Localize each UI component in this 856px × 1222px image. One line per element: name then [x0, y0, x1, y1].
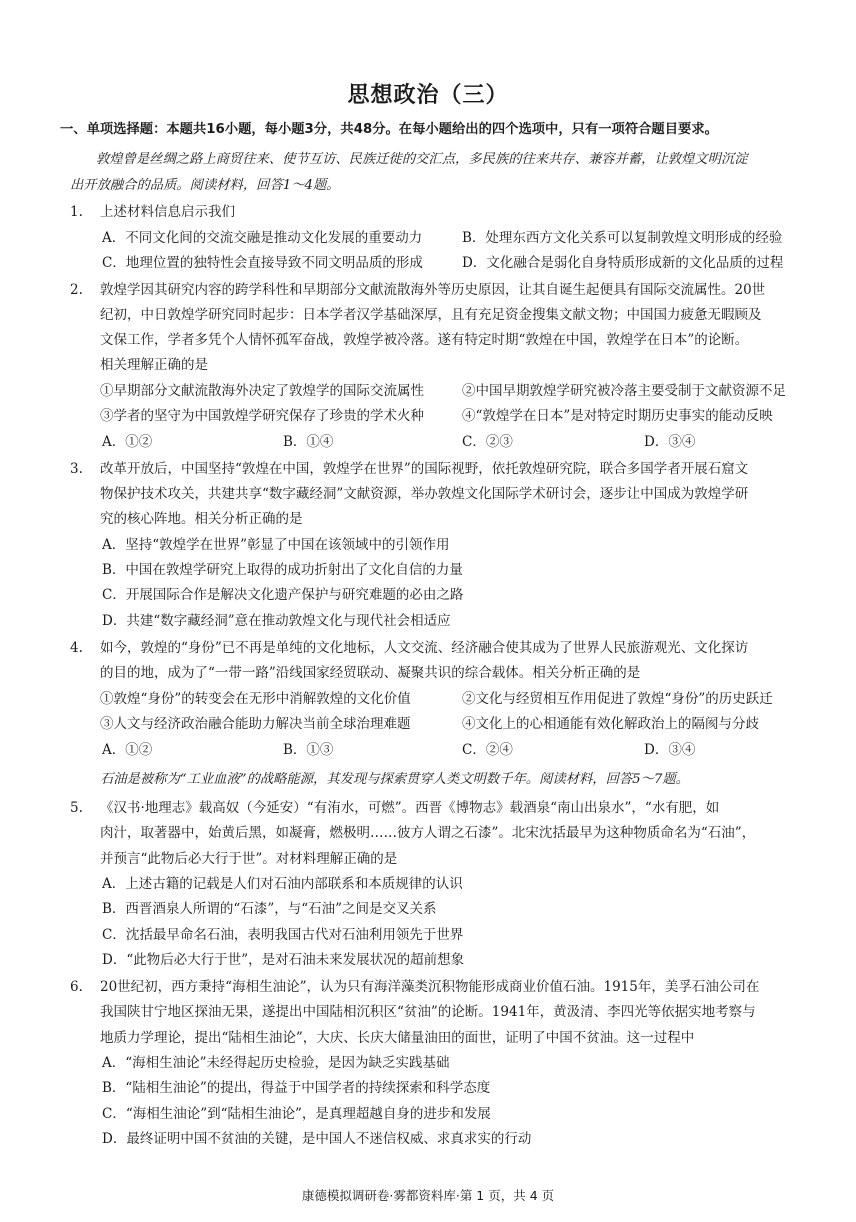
- statement-4: ④文化上的心相通能有效化解政治上的隔阂与分歧: [462, 716, 759, 732]
- question-stem: 纪初，中日敦煌学研究同时起步：日本学者汉学基础深厚，且有充足资金搜集文献文物；中国国力疲惫无暇顾及: [100, 307, 762, 323]
- question-number: 4.: [70, 640, 83, 656]
- option-b: B．①④: [283, 434, 334, 450]
- option-d: D．共建“数字藏经洞”意在推动敦煌文化与现代社会相适应: [102, 613, 451, 629]
- statement-1: ①早期部分文献流散海外决定了敦煌学的国际交流属性: [100, 383, 424, 399]
- option-b: B．西晋酒泉人所谓的“石漆”，与“石油”之间是交叉关系: [102, 901, 437, 917]
- option-a: A．不同文化间的交流交融是推动文化发展的重要动力: [102, 230, 423, 246]
- statement-3: ③学者的坚守为中国敦煌学研究保存了珍贵的学术火种: [100, 408, 424, 424]
- intro-text: 敦煌曾是丝绸之路上商贸往来、使节互访、民族迁徙的交汇点，多民族的往来共存、兼容并蓄，让敦煌文明沉淀: [96, 152, 748, 167]
- question-stem: 改革开放后，中国坚持“敦煌在中国，敦煌学在世界”的国际视野，依托敦煌研究院，联合多国学者开展石窟文: [100, 461, 749, 477]
- option-b: B．“陆相生油论”的提出，得益于中国学者的持续探索和科学态度: [102, 1080, 491, 1096]
- question-stem: 地质力学理论，提出“陆相生油论”，大庆、长庆大储量油田的面世，证明了中国不贫油。这一过程中: [100, 1030, 695, 1046]
- option-d: D．③④: [644, 742, 696, 758]
- option-c: C．开展国际合作是解决文化遗产保护与研究难题的必由之路: [102, 587, 464, 603]
- option-d: D．文化融合是弱化自身特质形成新的文化品质的过程: [462, 255, 784, 271]
- intro-text: 石油是被称为“工业血液”的战略能源，其发现与探索贯穿人类文明数千年。阅读材料，回答5～7题。: [100, 772, 689, 787]
- option-b: B．处理东西方文化关系可以复制敦煌文明形成的经验: [462, 230, 783, 246]
- question-number: 6.: [70, 979, 83, 995]
- statement-2: ②文化与经贸相互作用促进了敦煌“身份”的历史跃迁: [462, 691, 773, 707]
- statement-2: ②中国早期敦煌学研究被冷落主要受制于文献资源不足: [462, 383, 786, 399]
- question-stem: 20世纪初，西方秉持“海相生油论”，认为只有海洋藻类沉积物能形成商业价值石油。1915年，美孚石油公司在: [100, 979, 760, 995]
- question-stem: 物保护技术攻关，共建共享“数字藏经洞”文献资源，举办敦煌文化国际学术研讨会，逐步让中国成为敦煌学研: [100, 486, 749, 502]
- intro-text: 出开放融合的品质。阅读材料，回答1～4题。: [70, 178, 340, 193]
- option-c: C．②③: [462, 434, 513, 450]
- question-stem: 肉汁，取著器中，始黄后黑，如凝膏，燃极明……彼方人谓之石漆”。北宋沈括最早为这种物质命名为“石油”，: [100, 825, 756, 841]
- option-a: A．坚持“敦煌学在世界”彰显了中国在该领域中的引领作用: [102, 537, 450, 553]
- question-number: 2.: [70, 282, 83, 298]
- option-b: B．中国在敦煌学研究上取得的成功折射出了文化自信的力量: [102, 562, 463, 578]
- page-title: 思想政治（三）: [347, 83, 509, 108]
- option-a: A．上述古籍的记载是人们对石油内部联系和本质规律的认识: [102, 876, 463, 892]
- option-d: D．最终证明中国不贫油的关键，是中国人不迷信权威、求真求实的行动: [102, 1131, 532, 1147]
- question-stem: 上述材料信息启示我们: [100, 204, 235, 220]
- question-stem: 文保工作，学者多凭个人情怀孤军奋战，敦煌学被冷落。遂有特定时期“敦煌在中国，敦煌学在日本”的论断。: [100, 332, 749, 348]
- question-stem: 究的核心阵地。相关分析正确的是: [100, 511, 303, 527]
- question-stem: 的目的地，成为了“一带一路”沿线国家经贸联动、凝聚共识的综合载体。相关分析正确的是: [100, 665, 641, 681]
- option-c: C．地理位置的独特性会直接导致不同文明品质的形成: [102, 255, 423, 271]
- question-number: 1.: [70, 204, 83, 220]
- statement-1: ①敦煌“身份”的转变会在无形中消解敦煌的文化价值: [100, 691, 411, 707]
- question-stem: 我国陕甘宁地区探油无果，遂提出中国陆相沉积区“贫油”的论断。1941年，黄汲清、李四光等依据实地考察与: [100, 1004, 756, 1020]
- question-stem: 如今，敦煌的“身份”已不再是单纯的文化地标，人文交流、经济融合使其成为了世界人民旅游观光、文化探访: [100, 640, 749, 656]
- statement-4: ④“敦煌学在日本”是对特定时期历史事实的能动反映: [462, 408, 773, 424]
- option-b: B．①③: [283, 742, 334, 758]
- option-a: A．①②: [102, 434, 153, 450]
- question-stem: 并预言“此物后必大行于世”。对材料理解正确的是: [100, 851, 398, 867]
- question-stem: 《汉书·地理志》载高奴（今延安）“有洧水，可燃”。西晋《博物志》载酒泉“南山出泉水”，“水有肥，如: [100, 800, 720, 816]
- option-d: D．“此物后必大行于世”，是对石油未来发展状况的超前想象: [102, 952, 465, 968]
- option-a: A．“海相生油论”未经得起历史检验，是因为缺乏实践基础: [102, 1055, 450, 1071]
- option-c: C．②④: [462, 742, 513, 758]
- option-c: C．沈括最早命名石油，表明我国古代对石油利用领先于世界: [102, 927, 464, 943]
- option-d: D．③④: [644, 434, 696, 450]
- option-c: C．“海相生油论”到“陆相生油论”，是真理超越自身的进步和发展: [102, 1106, 491, 1122]
- question-number: 3.: [70, 461, 83, 477]
- question-stem: 相关理解正确的是: [100, 357, 208, 373]
- option-a: A．①②: [102, 742, 153, 758]
- statement-3: ③人文与经济政治融合能助力解决当前全球治理难题: [100, 716, 411, 732]
- section-header: 一、单项选择题：本题共16小题，每小题3分，共48分。在每小题给出的四个选项中，只有一项符合题目要求。: [60, 122, 718, 137]
- page-footer: 康德模拟调研卷·雾都资料库·第 1 页，共 4 页: [301, 1188, 555, 1203]
- question-stem: 敦煌学因其研究内容的跨学科性和早期部分文献流散海外等历史原因，让其自诞生起便具有国际交流属性。20世: [100, 282, 766, 298]
- question-number: 5.: [70, 800, 83, 816]
